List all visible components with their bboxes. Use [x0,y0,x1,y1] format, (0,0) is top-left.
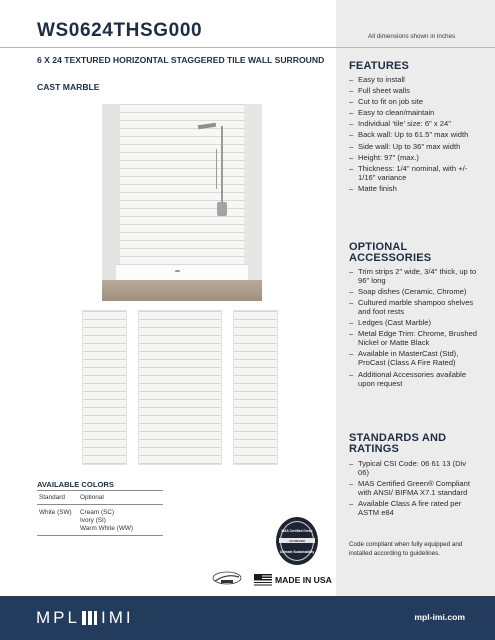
badge-bottom-text: Ultimate Sustainability [279,550,315,554]
shower-valve [217,202,227,216]
mas-certified-green-badge-icon [276,517,318,565]
accessories-title: OPTIONAL ACCESSORIES [349,241,432,264]
tile-back-wall [120,104,244,268]
color-option: Ivory (SI) [80,517,106,524]
color-standard-white: White (SW) [39,509,72,516]
tile-right-wall [244,104,262,280]
features-list [349,75,479,195]
website-link[interactable]: mpl-imi.com [414,612,465,622]
colors-rule-bottom [37,535,163,536]
side-wall-panel-right [233,310,278,465]
logo-mark-icon [82,611,97,625]
color-option: Cream (SC) [80,509,115,516]
accessory-item: – Cultured marble shampoo shelves and foot rests [349,298,479,316]
footer-bar [0,596,495,640]
drain-icon [175,270,180,272]
accessory-item: – Additional Accessories available upon request [349,370,479,388]
colors-header-standard: Standard [39,494,65,501]
badge-top-text: MAS Certified Green [281,529,313,533]
accessory-item: – Soap dishes (Ceramic, Chrome) [349,287,479,296]
feature-item: – Easy to install [349,75,479,84]
accessory-item: – Trim strips 2" wide, 3/4" thick, up to 96" long [349,267,479,285]
shower-hose [216,149,219,189]
standards-list [349,459,479,519]
standard-item: – Typical CSI Code: 06 61 13 (Div 06) [349,459,479,477]
product-material: CAST MARBLE [37,82,100,92]
made-in-usa-text: MADE IN USA [275,575,332,585]
accessory-item: – Available in MasterCast (Std), ProCast (Class A Fire Rated) [349,349,479,367]
usa-flag-icon [254,574,272,586]
colors-rule-mid [37,504,163,505]
logo-left-text: MPL [36,608,80,627]
dimensions-note: All dimensions shown in inches [368,33,456,40]
product-subtitle: 6 X 24 TEXTURED HORIZONTAL STAGGERED TILE WALL SURROUND [37,55,325,65]
code-compliance-note: Code compliant when fully equipped and installed according to guidelines. [349,541,463,557]
mpl-imi-logo [36,609,134,627]
shower-riser [221,126,223,206]
badge-band-text: ACHIEVER [289,539,305,543]
color-optional-list [80,509,133,533]
accessories-list [349,267,479,390]
back-wall-panel [138,310,222,465]
standards-title: STANDARDS AND RATINGS [349,432,447,455]
feature-item: – Cut to fit on job site [349,97,479,106]
colors-rule-top [37,490,163,491]
feature-item: – Height: 97" (max.) [349,153,479,162]
model-number: WS0624THSG000 [37,20,203,41]
available-colors-title: AVAILABLE COLORS [37,480,114,489]
feature-item: – Side wall: Up to 36" max width [349,142,479,151]
logo-right-text: IMI [100,608,134,627]
feature-item: – Easy to clean/maintain [349,108,479,117]
color-option: Warm White (WW) [80,525,134,532]
side-wall-panel-left [82,310,127,465]
title-divider [0,47,495,48]
accessory-item: – Metal Edge Trim: Chrome, Brushed Nickel or Matte Black [349,329,479,347]
shower-base [116,264,248,280]
feature-item: – Full sheet walls [349,86,479,95]
shower-photo [102,104,262,301]
wood-floor [102,280,262,301]
feature-item: – Individual ‘tile’ size: 6" x 24" [349,119,479,128]
cultured-marble-logo-icon [212,571,242,585]
features-title: FEATURES [349,60,410,72]
colors-header-optional: Optional [80,494,104,501]
standard-item: – MAS Certified Green® Compliant with ANSI/ BIFMA X7.1 standard [349,479,479,497]
tile-left-wall [102,104,120,280]
feature-item: – Matte finish [349,184,479,193]
feature-item: – Back wall: Up to 61.5" max width [349,130,479,139]
feature-item: – Thickness: 1/4" nominal, with +/- 1/16" variance [349,164,479,182]
accessory-item: – Ledges (Cast Marble) [349,318,479,327]
standard-item: – Available Class A fire rated per ASTM e84 [349,499,479,517]
